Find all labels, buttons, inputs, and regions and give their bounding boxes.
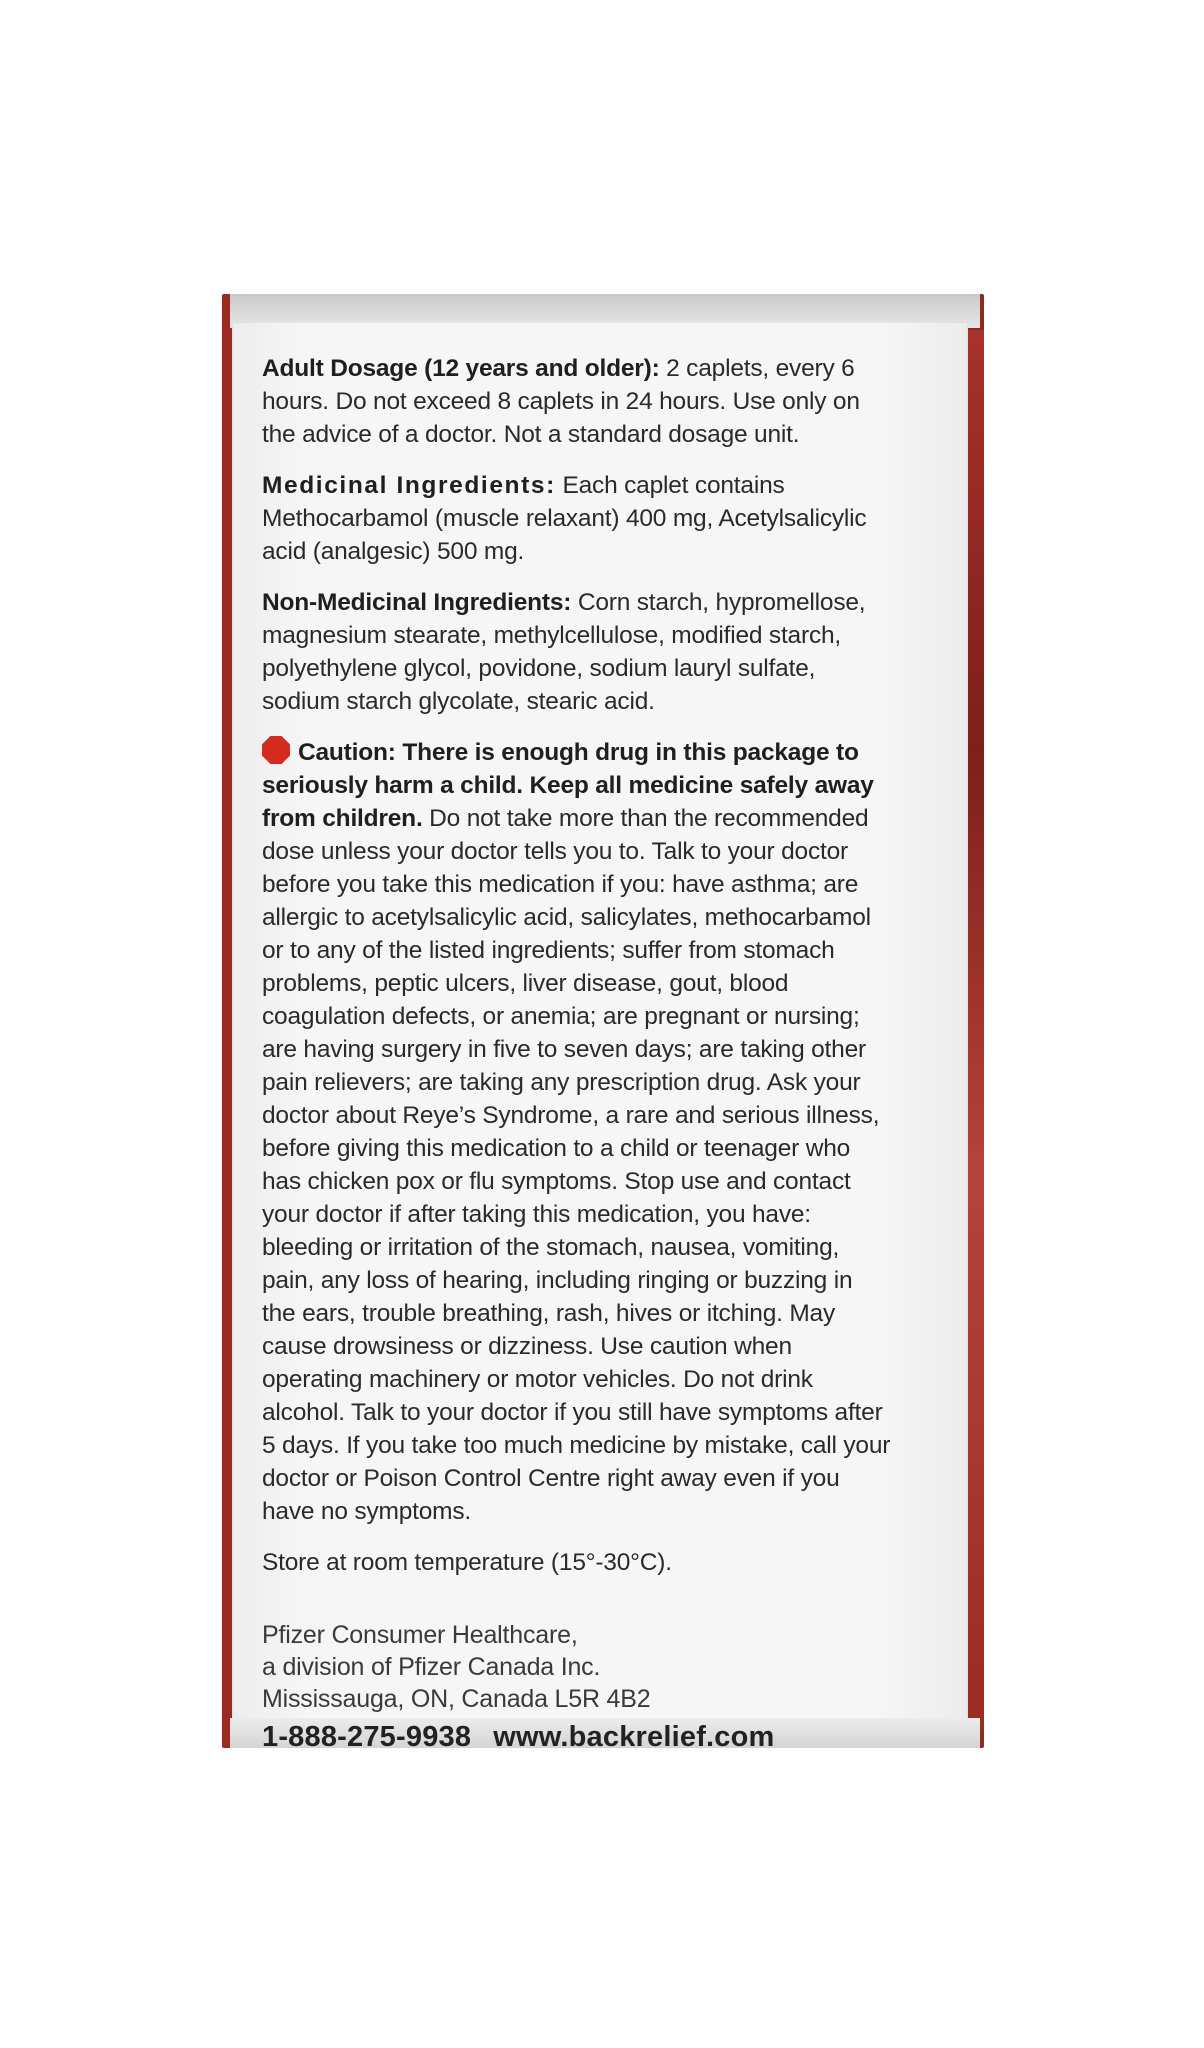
caution-paragraph [262,736,892,1528]
medicinal-paragraph [262,469,892,568]
website-url: www.backrelief.com [493,1721,775,1753]
company-line-3: Mississauga, ON, Canada L5R 4B2 [262,1685,651,1713]
company-line-1: Pfizer Consumer Healthcare, [262,1621,578,1649]
phone-number: 1-888-275-9938 [262,1721,472,1753]
non-medicinal-label: Non-Medicinal Ingredients: [262,589,572,616]
caution-bold: Caution: There is enough drug in this package to seriously harm a child. Keep all medicine safely away from children. [262,739,874,832]
box-side-strip [968,330,984,1730]
dosage-label: Adult Dosage (12 years and older): [262,355,660,382]
dosage-text: 2 caplets, every 6 hours. Do not exceed 8 caplets in 24 hours. Use only on the advice of a doctor. Not a standard dosage unit. [262,355,860,448]
dosage-paragraph [262,352,892,451]
caution-text: Do not take more than the recommended dose unless your doctor tells you to. Talk to your doctor before you take this medication if you: have asthma; are allergic to acetylsalicylic acid, salicylates, methocarbamol or to any of the listed ingredients; suffer from stomach problems, peptic ulcers, liver disease, gout, blood coagulation defects, or anemia; are pregnant or nursing; are having surgery in five to seven days; are taking other pain relievers; are taking any prescription drug. Ask your doctor about Reye’s Syndrome, a rare and serious illness, before giving this medication to a child or teenager who has chicken pox or flu symptoms. Stop use and contact your doctor if after taking this medication, you have: bleeding or irritation of the stomach, nausea, vomiting, pain, any loss of hearing, including ringing or buzzing in the ears, trouble breathing, rash, hives or itching. May cause drowsiness or dizziness. Use caution when operating machinery or motor vehicles. Do not drink alcohol. Talk to your doctor if you still have symptoms after 5 days. If you take too much medicine by mistake, call your doctor or Poison Control Centre right away even if you have no symptoms. [262,805,891,1525]
contact-line [262,1721,892,1754]
label-text [262,352,892,1754]
company-line-2: a division of Pfizer Canada Inc. [262,1653,601,1681]
non-medicinal-text: Corn starch, hypromellose, magnesium stearate, methylcellulose, modified starch, polyethylene glycol, povidone, sodium lauryl sulfate, sodium starch glycolate, stearic acid. [262,589,866,715]
non-medicinal-paragraph [262,586,892,718]
medicinal-text: Each caplet contains Methocarbamol (muscle relaxant) 400 mg, Acetylsalicylic acid (analgesic) 500 mg. [262,472,867,565]
medicinal-label: Medicinal Ingredients: [262,472,556,499]
stop-sign-icon [262,736,290,764]
storage-text: Store at room temperature (15°-30°C). [262,1549,672,1576]
